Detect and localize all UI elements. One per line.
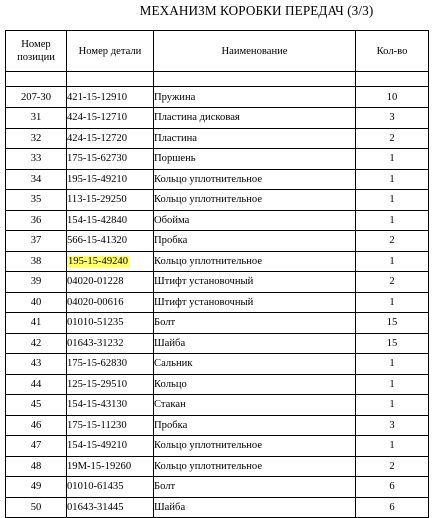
cell-quantity: 15: [356, 313, 429, 334]
cell-name: Кольцо: [154, 374, 356, 395]
cell-part-number: [67, 210, 154, 231]
part-number-text: 04020-01228: [67, 276, 124, 288]
cell-position: 48: [6, 456, 67, 477]
table-row: [6, 251, 429, 272]
table-row: [6, 436, 429, 457]
cell-name: Кольцо уплотнительное: [154, 190, 356, 211]
cell-position: 40: [6, 292, 67, 313]
table-header: [6, 31, 429, 72]
cell-name: Болт: [154, 477, 356, 498]
part-number-text: 195-15-49210: [67, 173, 128, 185]
cell-part-number: [67, 354, 154, 375]
cell-part-number: [67, 456, 154, 477]
part-number-text: 421-15-12910: [67, 91, 128, 103]
part-number-text: 01010-51235: [67, 317, 124, 329]
cell-quantity: 15: [356, 333, 429, 354]
cell-part-number: [67, 497, 154, 518]
part-number-text: 175-15-62830: [67, 358, 128, 370]
cell-position: 39: [6, 272, 67, 293]
cell-position: 50: [6, 497, 67, 518]
cell-position: 33: [6, 149, 67, 170]
table-row: [6, 456, 429, 477]
cell-part-number: [67, 395, 154, 416]
cell-quantity: 2: [356, 456, 429, 477]
cell-position: 43: [6, 354, 67, 375]
cell-part-number: [67, 272, 154, 293]
table-row: [6, 292, 429, 313]
header-part-number: Номер детали: [67, 31, 154, 72]
table-row: [6, 354, 429, 375]
cell-quantity: 3: [356, 108, 429, 129]
cell-name: Стакан: [154, 395, 356, 416]
page-title: МЕХАНИЗМ КОРОБКИ ПЕРЕДАЧ (3/3): [139, 3, 374, 18]
cell-name: Кольцо уплотнительное: [154, 169, 356, 190]
cell-quantity: 1: [356, 190, 429, 211]
cell-quantity: 2: [356, 128, 429, 149]
parts-table: [5, 30, 429, 518]
cell-quantity: 6: [356, 477, 429, 498]
header-quantity: Кол-во: [356, 31, 429, 72]
cell-part-number: [67, 313, 154, 334]
cell-name: Пластина дисковая: [154, 108, 356, 129]
cell-position: 35: [6, 190, 67, 211]
table-row: [6, 477, 429, 498]
header-name: Наименование: [154, 31, 356, 72]
cell-position: 32: [6, 128, 67, 149]
part-number-text: 01643-31445: [67, 501, 124, 513]
cell-position: 44: [6, 374, 67, 395]
table-body: [6, 72, 429, 518]
cell-quantity: 1: [356, 210, 429, 231]
table-row: [6, 149, 429, 170]
cell-position: 31: [6, 108, 67, 129]
table-row: [6, 313, 429, 334]
cell-name: Кольцо уплотнительное: [154, 436, 356, 457]
part-number-text: 19M-15-19260: [67, 460, 132, 472]
table-row: [6, 210, 429, 231]
table-row: [6, 497, 429, 518]
cell-quantity: 1: [356, 354, 429, 375]
part-number-text: 113-15-29250: [67, 194, 127, 206]
table-row: [6, 231, 429, 252]
part-number-text: 154-15-49210: [67, 440, 128, 452]
header-position-line2: позиции: [17, 52, 55, 63]
table-row: [6, 415, 429, 436]
cell-part-number: [67, 108, 154, 129]
table-row: [6, 87, 429, 108]
cell-name: Пластина: [154, 128, 356, 149]
table-row: [6, 108, 429, 129]
highlighted-part-number: 195-15-49240: [68, 255, 129, 267]
table-row: [6, 395, 429, 416]
table-row: [6, 333, 429, 354]
cell-position: 37: [6, 231, 67, 252]
cell-position: 34: [6, 169, 67, 190]
cell-name: Сальник: [154, 354, 356, 375]
cell-position: 36: [6, 210, 67, 231]
cell-quantity: 1: [356, 374, 429, 395]
part-number-text: 175-15-11230: [67, 419, 127, 431]
cell-quantity: 1: [356, 149, 429, 170]
cell-quantity: 1: [356, 169, 429, 190]
cell-name: Обойма: [154, 210, 356, 231]
cell-part-number: [67, 190, 154, 211]
cell-name: Болт: [154, 313, 356, 334]
part-number-text: 01010-61435: [67, 481, 124, 493]
table-row: [6, 128, 429, 149]
cell-position: 46: [6, 415, 67, 436]
cell-part-number: [67, 374, 154, 395]
part-number-text: 125-15-29510: [67, 378, 128, 390]
cell-name: Кольцо уплотнительное: [154, 456, 356, 477]
part-number-text: 01643-31232: [67, 337, 124, 349]
cell-part-number: [67, 251, 154, 272]
cell-quantity: 1: [356, 292, 429, 313]
cell-name: Поршень: [154, 149, 356, 170]
part-number-text: 424-15-12720: [67, 132, 128, 144]
cell-position: 38: [6, 251, 67, 272]
part-number-text: 175-15-62730: [67, 153, 128, 165]
cell-quantity: 1: [356, 395, 429, 416]
part-number-text: 04020-00616: [67, 296, 124, 308]
part-number-text: 424-15-12710: [67, 112, 128, 124]
cell-position: 47: [6, 436, 67, 457]
cell-part-number: [67, 436, 154, 457]
cell-quantity: 2: [356, 272, 429, 293]
cell-part-number: [67, 415, 154, 436]
cell-part-number: [67, 87, 154, 108]
cell-name: Штифт установочный: [154, 272, 356, 293]
header-position-line1: Номер: [21, 39, 51, 50]
cell-quantity: 2: [356, 231, 429, 252]
table-row: [6, 169, 429, 190]
cell-part-number: [67, 477, 154, 498]
cell-position: 49: [6, 477, 67, 498]
spacer-row: [6, 72, 429, 87]
cell-part-number: [67, 169, 154, 190]
cell-position: 41: [6, 313, 67, 334]
part-number-text: 154-15-43130: [67, 399, 128, 411]
cell-quantity: 1: [356, 436, 429, 457]
table-row: [6, 374, 429, 395]
cell-name: Пружина: [154, 87, 356, 108]
cell-part-number: [67, 149, 154, 170]
cell-quantity: 6: [356, 497, 429, 518]
cell-part-number: [67, 292, 154, 313]
table-row: [6, 272, 429, 293]
cell-name: Пробка: [154, 231, 356, 252]
cell-position: 42: [6, 333, 67, 354]
part-number-text: 154-15-42840: [67, 214, 128, 226]
part-number-text: 566-15-41320: [67, 235, 128, 247]
cell-name: Штифт установочный: [154, 292, 356, 313]
header-position: [6, 31, 67, 72]
cell-quantity: 1: [356, 251, 429, 272]
cell-part-number: [67, 128, 154, 149]
table-row: [6, 190, 429, 211]
cell-part-number: [67, 333, 154, 354]
cell-quantity: 3: [356, 415, 429, 436]
cell-name: Кольцо уплотнительное: [154, 251, 356, 272]
cell-position: 45: [6, 395, 67, 416]
cell-part-number: [67, 231, 154, 252]
cell-name: Шайба: [154, 497, 356, 518]
cell-quantity: 10: [356, 87, 429, 108]
cell-position: 207-30: [6, 87, 67, 108]
cell-name: Пробка: [154, 415, 356, 436]
cell-name: Шайба: [154, 333, 356, 354]
